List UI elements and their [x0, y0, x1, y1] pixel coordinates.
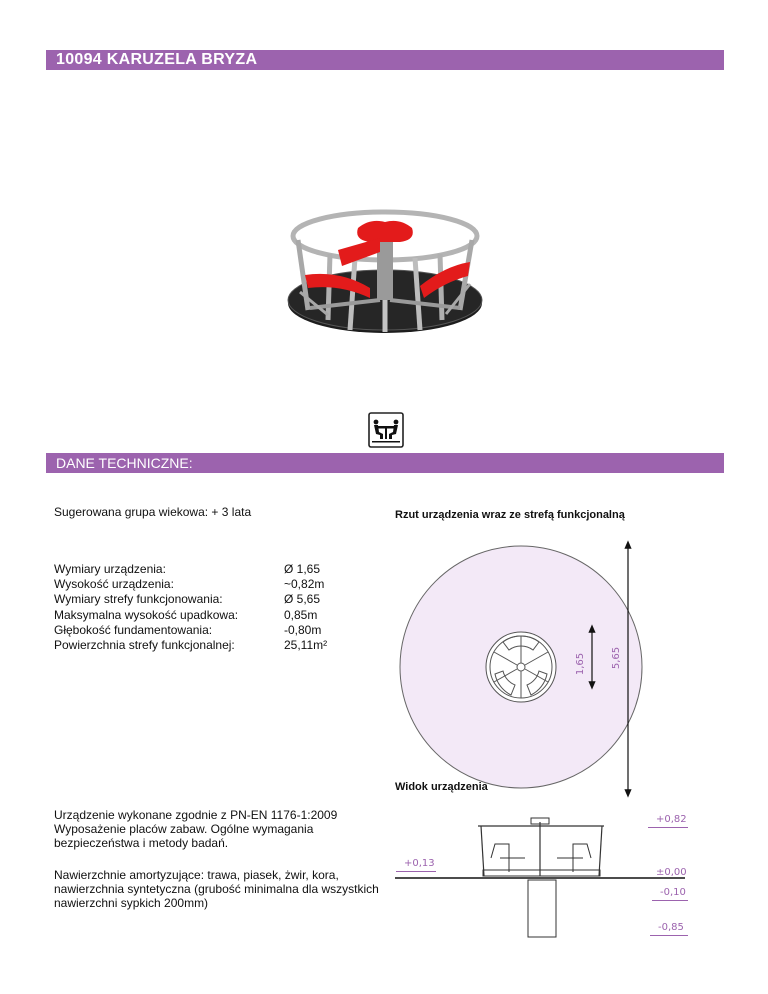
norm-note: [54, 808, 337, 850]
level-label: +0,82: [656, 814, 687, 825]
table-seating-icon: [368, 412, 404, 448]
spec-value: 0,85m: [284, 607, 318, 622]
spec-value: ~0,82m: [284, 577, 325, 592]
specs-values: [284, 562, 327, 653]
surface-line: nawierzchnia syntetyczna (grubość minimalna dla wszystkich: [54, 882, 379, 896]
level-line: [650, 935, 688, 936]
plan-view-drawing: [395, 538, 645, 800]
level-line: [648, 827, 688, 828]
title-bar: [46, 50, 724, 70]
elevation-drawing: [395, 800, 695, 960]
level-line: [652, 900, 688, 901]
level-label: ±0,00: [656, 867, 687, 878]
spec-label: Wymiary urządzenia:: [54, 562, 166, 576]
product-title: 10094 KARUZELA BRYZA: [56, 51, 258, 68]
age-group: Sugerowana grupa wiekowa: + 3 lata: [54, 505, 252, 519]
technical-data-bar: [46, 453, 724, 473]
specs-labels: [54, 562, 238, 653]
surface-line: nawierzchni sypkich 200mm): [54, 896, 209, 910]
section-title: DANE TECHNICZNE:: [56, 455, 193, 471]
spec-label: Głębokość fundamentowania:: [54, 622, 213, 637]
surface-note: [54, 868, 379, 910]
spec-value: 25,11m²: [284, 638, 328, 653]
level-label: +0,13: [404, 858, 435, 869]
spec-value: Ø 5,65: [284, 592, 321, 607]
spec-label: Powierzchnia strefy funkcjonalnej:: [54, 638, 235, 653]
spec-label: Wysokość urządzenia:: [54, 577, 174, 592]
spec-label: Maksymalna wysokość upadkowa:: [54, 607, 239, 622]
level-line: [396, 871, 436, 872]
dim-device: 1,65: [575, 652, 586, 676]
spec-label: Wymiary strefy funkcjonowania:: [54, 592, 223, 607]
level-label: -0,85: [658, 922, 684, 933]
norm-line: Wyposażenie placów zabaw. Ogólne wymagania: [54, 822, 314, 836]
level-label: -0,10: [660, 887, 686, 898]
spec-value: Ø 1,65: [284, 562, 321, 576]
carousel-illustration: [270, 200, 500, 360]
norm-line: bezpieczeństwa i metody badań.: [54, 836, 229, 850]
surface-line: Nawierzchnie amortyzujące: trawa, piasek, żwir, kora,: [54, 868, 339, 882]
elevation-title: Widok urządzenia: [395, 781, 488, 793]
dim-zone: 5,65: [611, 646, 622, 670]
spec-value: -0,80m: [284, 622, 322, 637]
plan-title: Rzut urządzenia wraz ze strefą funkcjonalną: [395, 509, 625, 521]
norm-line: Urządzenie wykonane zgodnie z PN-EN 1176-1:2009: [54, 808, 338, 822]
